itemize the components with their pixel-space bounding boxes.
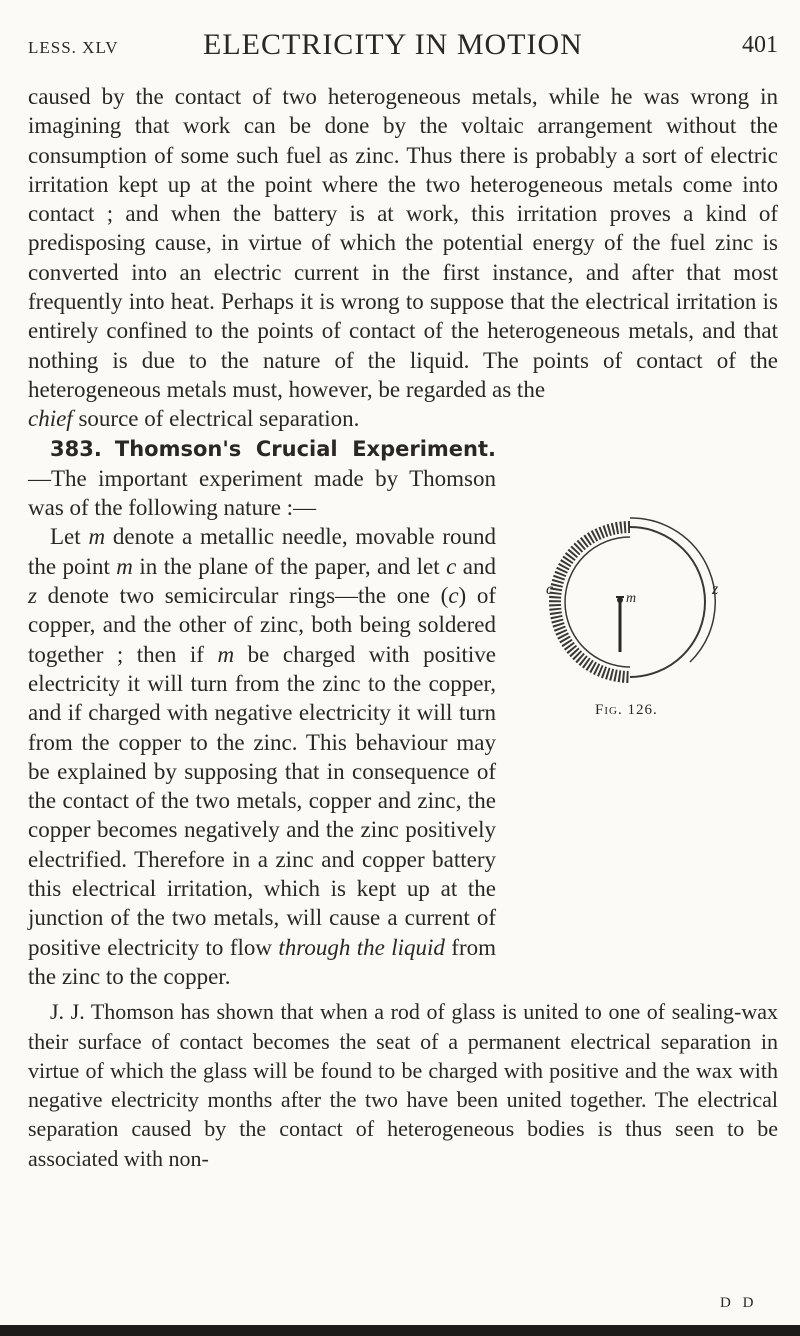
p2-m3: m [217,641,235,667]
label-z: z [712,581,719,598]
emphasis-chief: chief [28,406,73,432]
paragraph-1-end [28,404,496,433]
figure-126-diagram [520,502,740,702]
p2-c2: c [448,583,459,609]
p2-g: be charged with positive electricity it will turn from the zinc to the copper, and if charged with negative electricity it will turn from the copper to the zinc. This behaviour may be explained by supposing that in consequence of the contact of the two metals, copper and zinc, the copper becomes negatively and the zinc positively electrified. Therefore in a zinc and copper battery this electrical irritation, which is kept up at the junction of the two metals, will cause a current of positive electricity to flow [28,641,496,960]
paragraph-1-end-text: source of electrical separation. [72,406,360,432]
section-title: Thomson's Crucial Experiment. [114,436,497,461]
paragraph-2 [28,522,496,991]
section-intro: —The important experiment made by Thomson was of the following nature :— [28,465,496,521]
section-number: 383. [50,436,102,461]
p2-f: ) of copper, and the other of zinc, both being soldered together ; then if [28,583,497,667]
lesson-label: LESS. XLV [28,38,119,57]
paragraph-3-text: J. J. Thomson has shown that when a rod of glass is united to one of sealing-wax their surface of contact becomes the seat of a permanent electrical separation in virtue of which the glass will be found to be charged with positive and the wax with negative electricity months after the two have been united together. The electrical separation caused by the contact of heterogeneous bodies is thus seen to be associated with non- [28,999,778,1171]
p2-e: denote two semicircular rings—the one ( [47,583,449,609]
p2-z1: z [28,583,37,609]
figure-caption: Fig. 126. [595,702,658,718]
section-383 [28,434,496,523]
running-title: ELECTRICITY IN MOTION [203,28,583,61]
signature-mark: D D [720,1295,758,1311]
p2-b: denote a metallic needle, movable round the point [28,524,497,579]
zinc-ring [630,527,705,677]
paragraph-3 [28,997,778,1173]
page-header [28,28,778,64]
p2-c: in the plane of the paper, and let [139,553,440,579]
p2-c1: c [446,553,457,579]
page-number: 401 [742,32,778,58]
p2-h: from the zinc to the copper. [28,934,497,989]
label-m: m [626,591,637,606]
p2-m1: m [88,524,106,550]
emphasis-through-liquid: through the liquid [278,934,445,960]
page-edge [0,1325,800,1336]
label-c: c [546,581,554,598]
p2-a: Let [50,524,81,550]
p2-m2: m [116,553,133,579]
paragraph-1-text: caused by the contact of two heterogeneous metals, while he was wrong in imagining that work can be done by the voltaic arrangement without the consumption of some such fuel as zinc. Thus there is probably a sort of electric irritation kept up at the point where the two heterogeneous metals come into contact ; and when the battery is at work, this irritation proves a kind of predisposing cause, in virtue of which the potential energy of the fuel zinc is converted into an electric current in the first instance, and after that most frequently into heat. Perhaps it is wrong to suppose that the electrical irritation is entirely confined to the points of contact of the heterogeneous metals, and that nothing is due to the nature of the liquid. The points of contact of the heterogeneous metals must, however, be regarded as the [28,84,778,402]
p2-d: and [462,553,497,579]
paragraph-1 [28,82,778,404]
figure-126 [520,502,740,722]
